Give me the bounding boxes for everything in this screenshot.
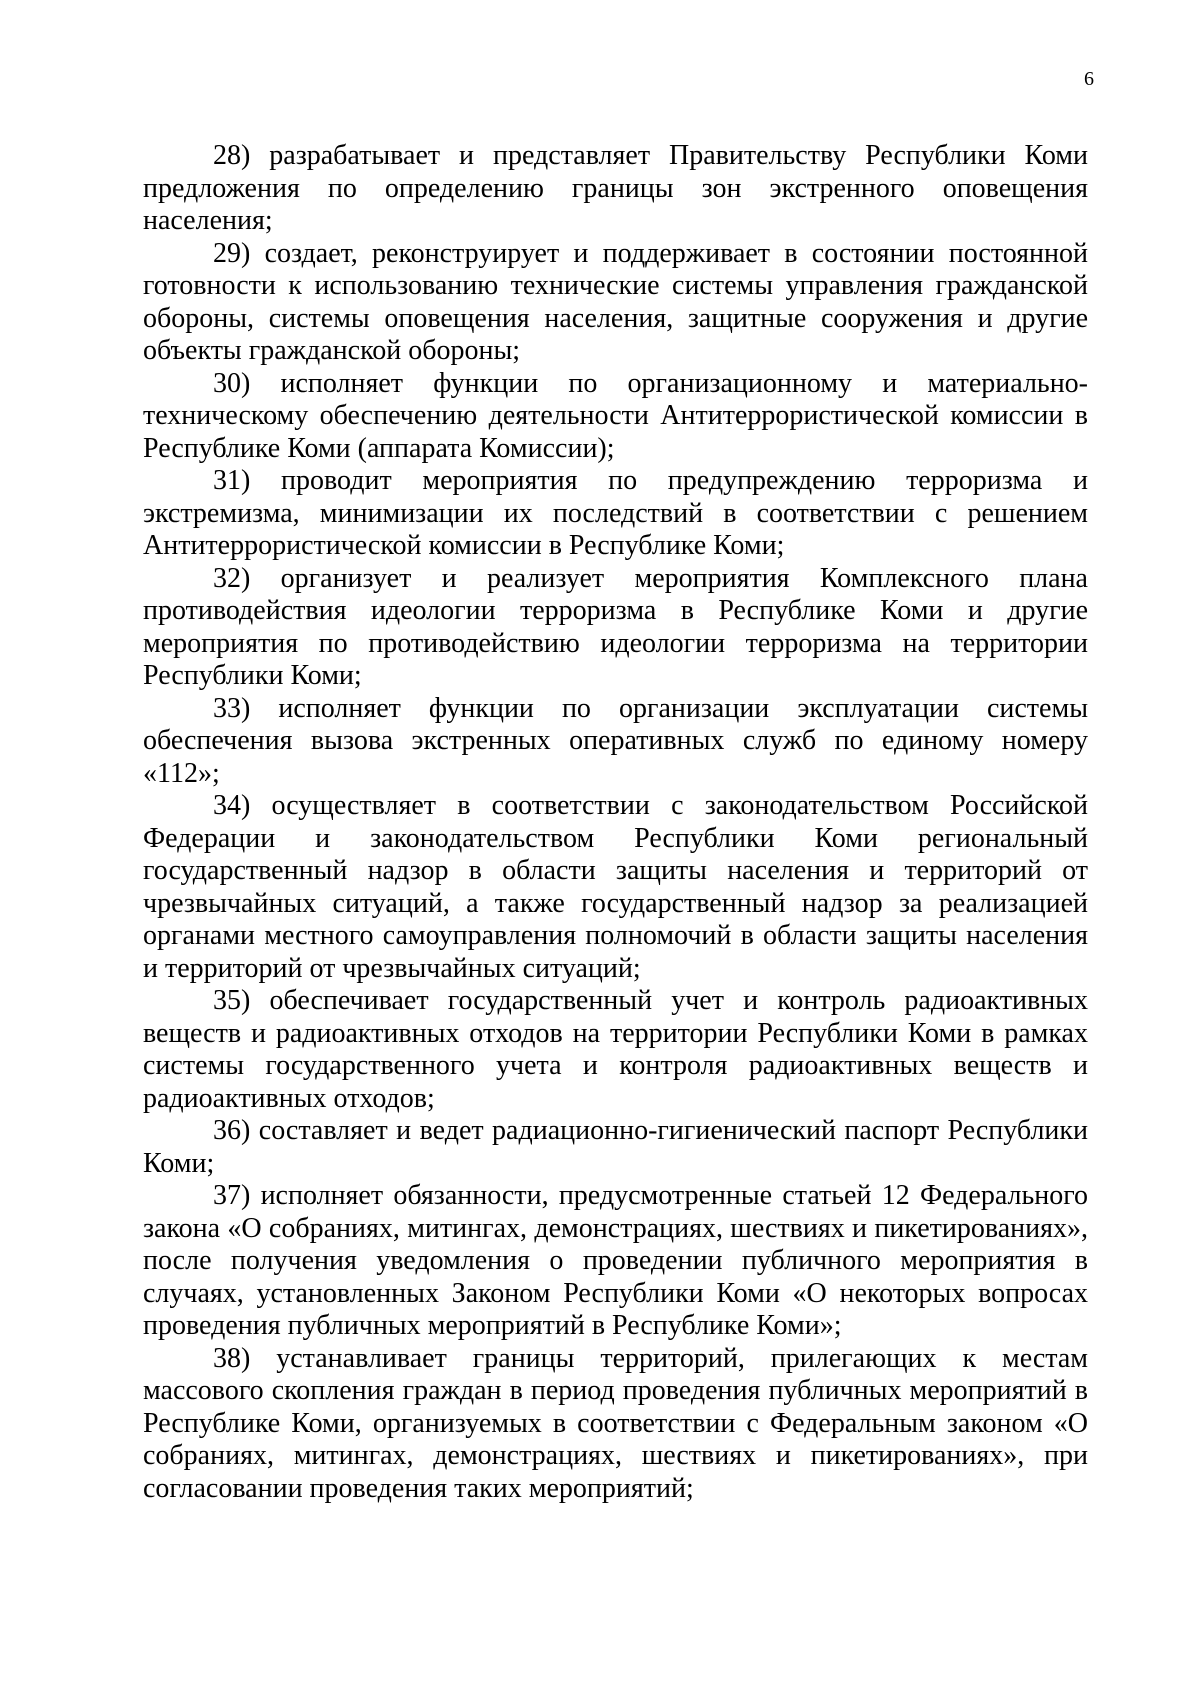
list-item: 35) обеспечивает государственный учет и контроль радиоактивных веществ и радиоактивных отходов на территории Республики Коми в рамках системы государственного учета и контроля радиоактивных веществ и радиоактивных отходов;	[143, 985, 1088, 1114]
document-body	[143, 140, 1088, 1505]
list-item: 33) исполняет функции по организации эксплуатации системы обеспечения вызова экстренных оперативных служб по единому номеру «112»;	[143, 692, 1088, 789]
list-item: 38) устанавливает границы территорий, прилегающих к местам массового скопления граждан в период проведения публичных мероприятий в Республике Коми, организуемых в соответствии с Федеральным законом «О собраниях, митингах, демонстрациях, шествиях и пикетированиях», при согласовании проведения таких мероприятий;	[143, 1342, 1088, 1504]
list-item: 29) создает, реконструирует и поддерживает в состоянии постоянной готовности к использованию технические системы управления гражданской обороны, системы оповещения населения, защитные сооружения и другие объекты гражданской обороны;	[143, 237, 1088, 366]
list-item: 37) исполняет обязанности, предусмотренные статьей 12 Федерального закона «О собраниях, митингах, демонстрациях, шествиях и пикетированиях», после получения уведомления о проведении публичного мероприятия в случаях, установленных Законом Республики Коми «О некоторых вопросах проведения публичных мероприятий в Республике Коми»;	[143, 1180, 1088, 1341]
list-item: 34) осуществляет в соответствии с законодательством Российской Федерации и законодательством Республики Коми региональный государственный надзор в области защиты населения и территорий от чрезвычайных ситуаций, а также государственный надзор за реализацией органами местного самоуправления полномочий в области защиты населения и территорий от чрезвычайных ситуаций;	[143, 790, 1088, 984]
list-item: 31) проводит мероприятия по предупреждению терроризма и экстремизма, минимизации их последствий в соответствии с решением Антитеррористической комиссии в Республике Коми;	[143, 465, 1088, 561]
list-item: 28) разрабатывает и представляет Правительству Республики Коми предложения по определению границы зон экстренного оповещения населения;	[143, 140, 1088, 236]
list-item: 32) организует и реализует мероприятия Комплексного плана противодействия идеологии терроризма в Республике Коми и другие мероприятия по противодействию идеологии терроризма на территории Республики Коми;	[143, 562, 1088, 691]
list-item: 36) составляет и ведет радиационно-гигиенический паспорт Республики Коми;	[143, 1115, 1088, 1179]
list-item: 30) исполняет функции по организационному и материально-техническому обеспечению деятельности Антитеррористической комиссии в Республике Коми (аппарата Комиссии);	[143, 367, 1088, 464]
page-number: 6	[1084, 68, 1094, 90]
